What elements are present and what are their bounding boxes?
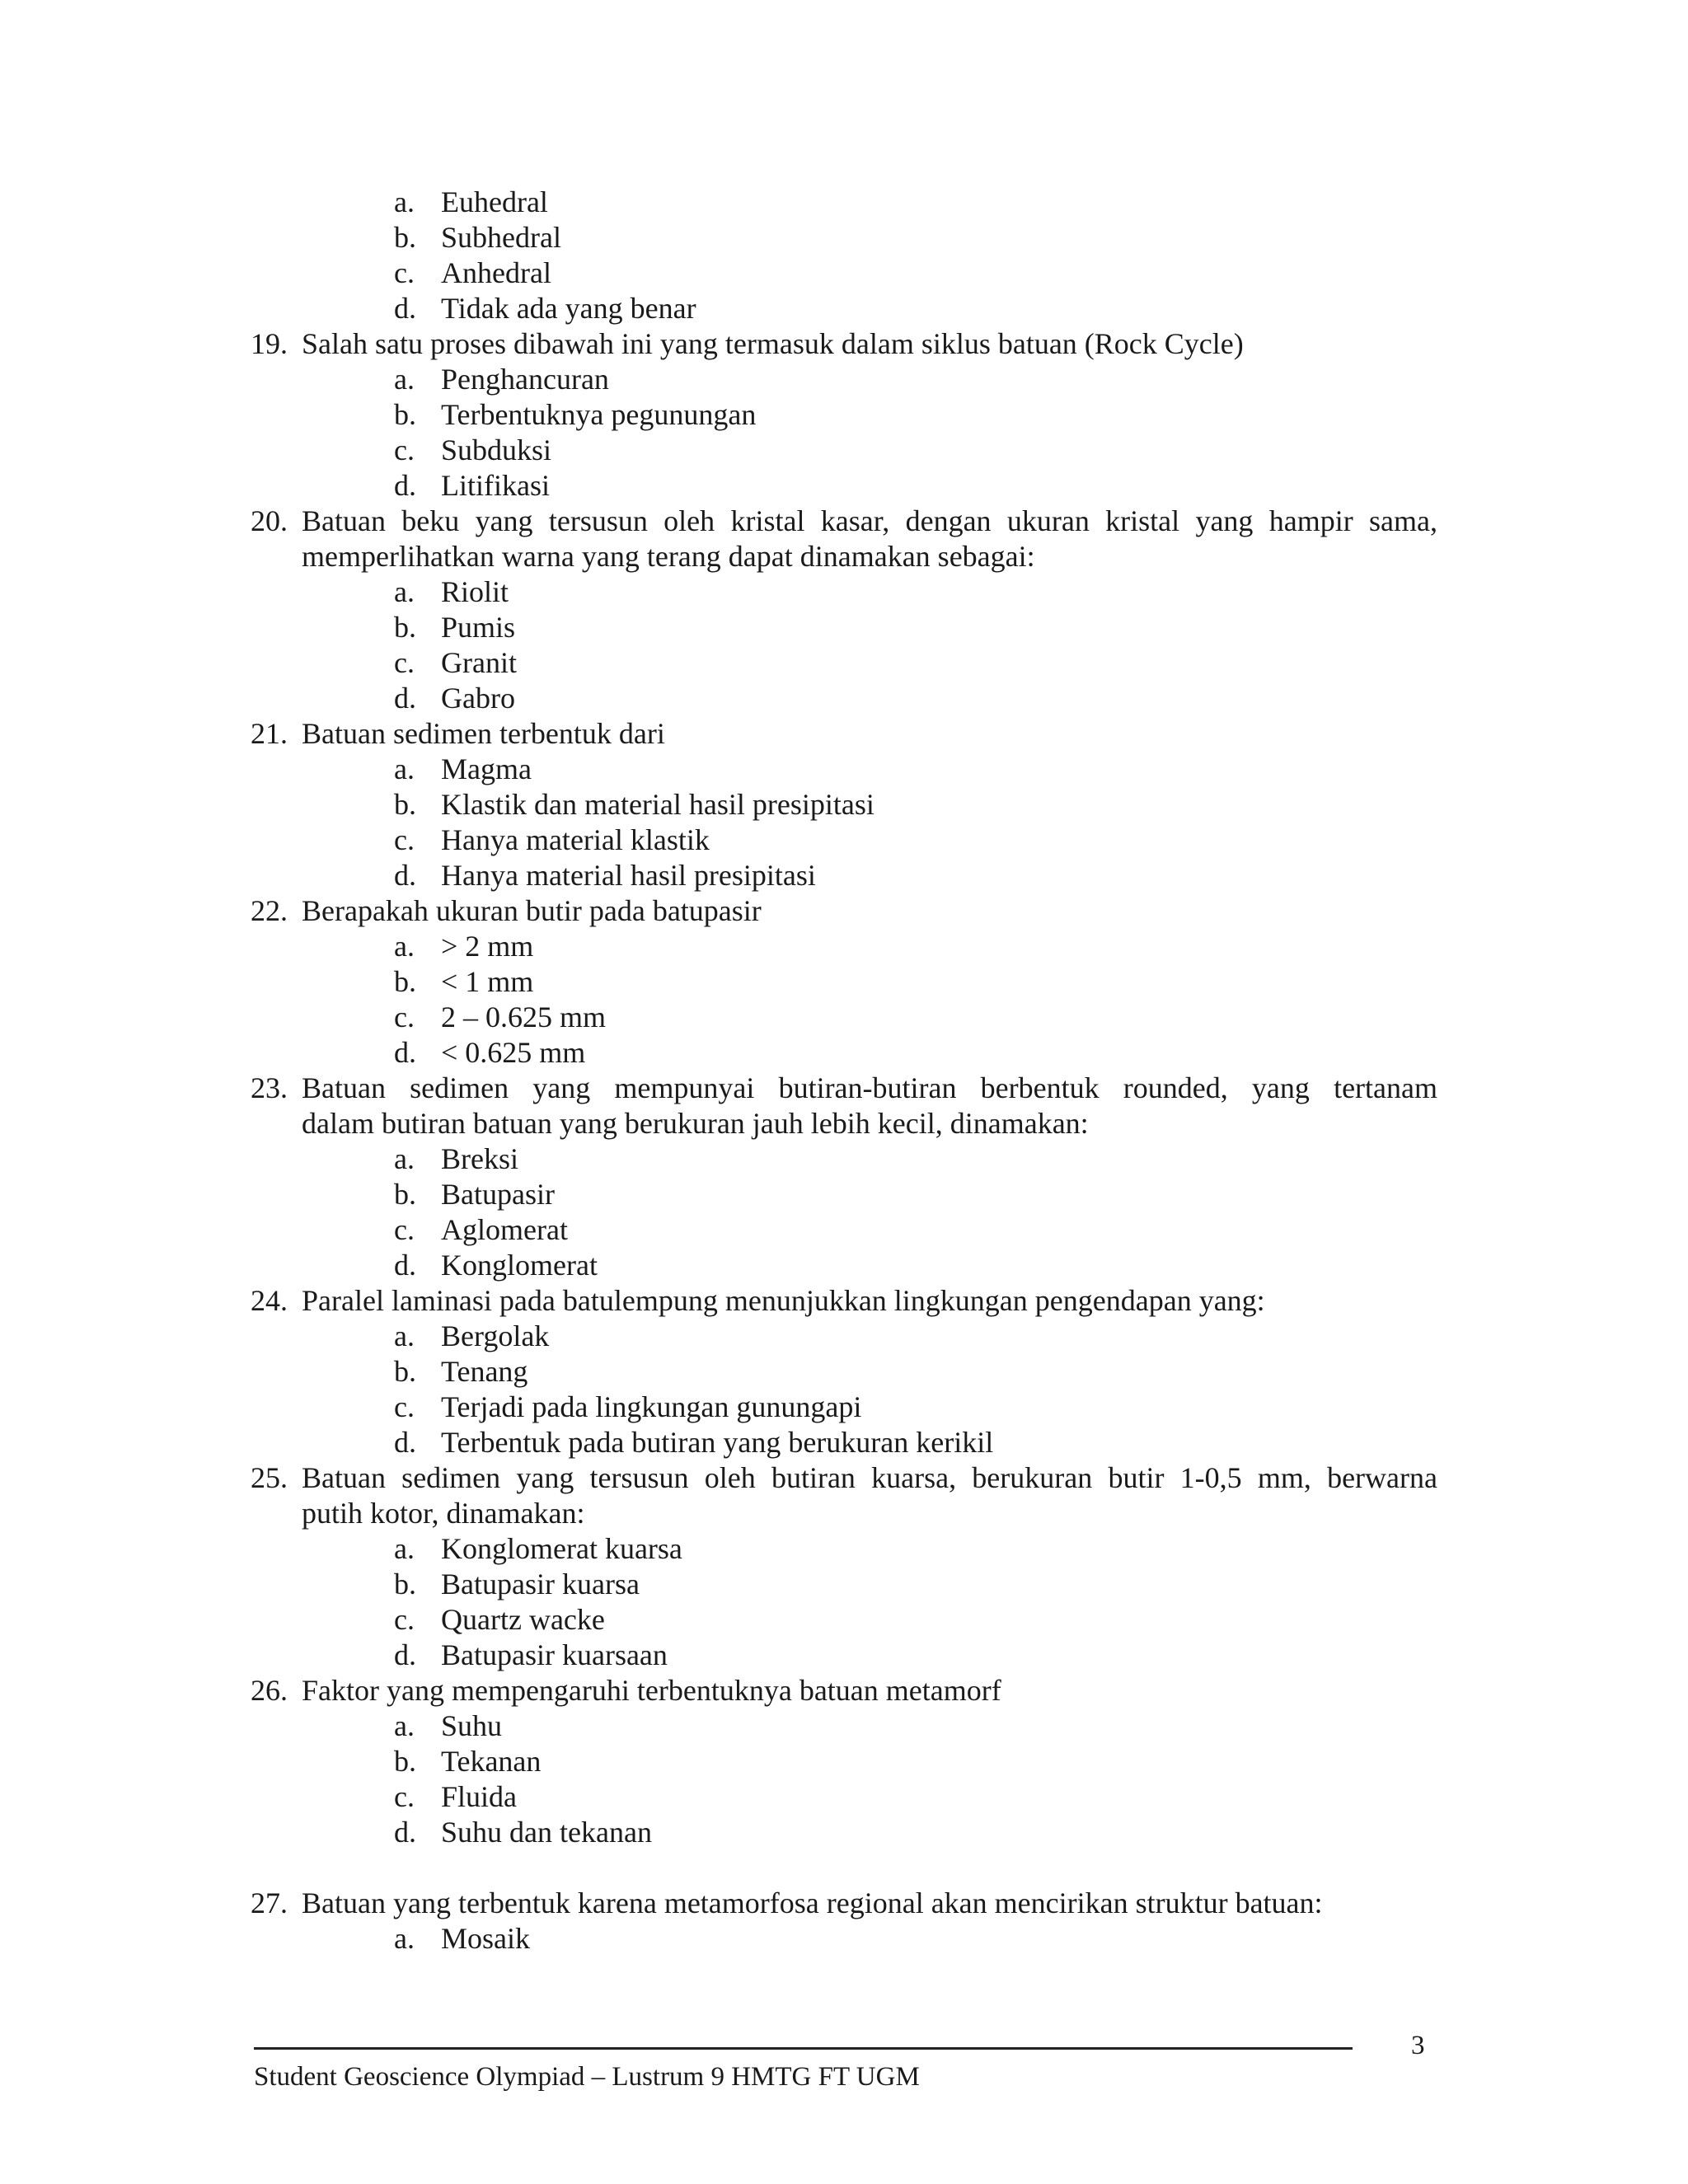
option-item bbox=[394, 397, 1465, 433]
option-item bbox=[394, 1531, 1465, 1567]
option-text: Tenang bbox=[441, 1355, 528, 1388]
option-text: Tekanan bbox=[441, 1745, 542, 1778]
option-item bbox=[394, 1354, 1465, 1390]
option-item bbox=[394, 1390, 1465, 1425]
option-label: a. bbox=[394, 1319, 415, 1352]
option-item bbox=[394, 220, 1465, 255]
option-item bbox=[394, 362, 1465, 397]
option-text: Pumis bbox=[441, 611, 516, 644]
option-text: Fluida bbox=[441, 1780, 518, 1813]
option-text: Batupasir kuarsa bbox=[441, 1568, 640, 1601]
question-26 bbox=[251, 1673, 1437, 1708]
option-label: d. bbox=[394, 292, 416, 325]
option-text: Quartz wacke bbox=[441, 1603, 605, 1636]
option-label: b. bbox=[394, 611, 416, 644]
option-text: Gabro bbox=[441, 682, 515, 715]
question-23 bbox=[251, 1071, 1437, 1106]
option-text: Granit bbox=[441, 646, 517, 679]
option-label: d. bbox=[394, 1638, 416, 1671]
option-label: c. bbox=[394, 1780, 415, 1813]
option-item bbox=[394, 1141, 1465, 1177]
option-text: Magma bbox=[441, 752, 532, 785]
option-text: Hanya material hasil presipitasi bbox=[441, 859, 816, 892]
option-text: Konglomerat bbox=[441, 1249, 598, 1282]
question-25 bbox=[251, 1460, 1437, 1496]
option-label: b. bbox=[394, 965, 416, 998]
option-item bbox=[394, 1248, 1465, 1283]
option-label: b. bbox=[394, 788, 416, 821]
option-text: Anhedral bbox=[441, 256, 551, 289]
option-label: b. bbox=[394, 221, 416, 254]
option-text: Batupasir kuarsaan bbox=[441, 1638, 668, 1671]
option-item bbox=[394, 1921, 1465, 1957]
option-label: a. bbox=[394, 1532, 415, 1565]
option-label: a. bbox=[394, 752, 415, 785]
option-label: b. bbox=[394, 1745, 416, 1778]
option-label: a. bbox=[394, 930, 415, 963]
option-label: d. bbox=[394, 859, 416, 892]
option-text: Subhedral bbox=[441, 221, 561, 254]
option-text: > 2 mm bbox=[441, 930, 534, 963]
option-label: c. bbox=[394, 1603, 415, 1636]
footer-text: Student Geoscience Olympiad – Lustrum 9 HMTG FT UGM bbox=[254, 2062, 920, 2092]
option-text: Terjadi pada lingkungan gunungapi bbox=[441, 1390, 862, 1423]
option-item bbox=[394, 645, 1465, 681]
question-text: Batuan yang terbentuk karena metamorfosa regional akan mencirikan struktur batuan: bbox=[302, 1886, 1323, 1919]
option-text: Penghancuran bbox=[441, 363, 609, 396]
question-number: 25. bbox=[251, 1461, 288, 1494]
option-item bbox=[394, 681, 1465, 716]
option-item bbox=[394, 1744, 1465, 1779]
question-text-continued: memperlihatkan warna yang terang dapat dinamakan sebagai: bbox=[302, 540, 1035, 573]
option-text: Hanya material klastik bbox=[441, 823, 710, 856]
option-label: c. bbox=[394, 1213, 415, 1246]
question-number: 21. bbox=[251, 717, 288, 750]
option-label: b. bbox=[394, 1355, 416, 1388]
question-number: 23. bbox=[251, 1071, 288, 1104]
option-label: a. bbox=[394, 1142, 415, 1175]
question-27 bbox=[251, 1886, 1437, 1921]
option-item bbox=[394, 929, 1465, 964]
option-label: d. bbox=[394, 469, 416, 502]
question-number: 26. bbox=[251, 1674, 288, 1707]
option-item bbox=[394, 1035, 1465, 1071]
option-text: Bergolak bbox=[441, 1319, 550, 1352]
question-number: 20. bbox=[251, 504, 288, 537]
option-text: Mosaik bbox=[441, 1922, 530, 1955]
question-number: 22. bbox=[251, 894, 288, 927]
option-text: Terbentuk pada butiran yang berukuran kerikil bbox=[441, 1426, 994, 1459]
option-item bbox=[394, 468, 1465, 504]
option-item bbox=[394, 1602, 1465, 1638]
option-item bbox=[394, 255, 1465, 291]
option-text: Breksi bbox=[441, 1142, 518, 1175]
option-item bbox=[394, 291, 1465, 326]
question-number: 19. bbox=[251, 327, 288, 360]
question-text-continued: putih kotor, dinamakan: bbox=[302, 1497, 585, 1530]
question-text: Batuan beku yang tersusun oleh kristal kasar, dengan ukuran kristal yang hampir sama, bbox=[302, 504, 1437, 537]
option-label: d. bbox=[394, 1249, 416, 1282]
option-item bbox=[394, 1319, 1465, 1354]
option-text: Suhu dan tekanan bbox=[441, 1816, 652, 1849]
question-24 bbox=[251, 1283, 1437, 1319]
question-number: 27. bbox=[251, 1886, 288, 1919]
option-text: Terbentuknya pegunungan bbox=[441, 398, 757, 431]
question-text: Batuan sedimen yang tersusun oleh butiran kuarsa, berukuran butir 1-0,5 mm, berwarna bbox=[302, 1461, 1437, 1494]
option-item bbox=[394, 1177, 1465, 1212]
option-text: Batupasir bbox=[441, 1178, 555, 1211]
question-text: Batuan sedimen terbentuk dari bbox=[302, 717, 665, 750]
question-text: Paralel laminasi pada batulempung menunjukkan lingkungan pengendapan yang: bbox=[302, 1284, 1265, 1317]
option-label: b. bbox=[394, 1178, 416, 1211]
option-item bbox=[394, 610, 1465, 645]
option-item bbox=[394, 1212, 1465, 1248]
option-label: d. bbox=[394, 1816, 416, 1849]
option-label: a. bbox=[394, 363, 415, 396]
option-item bbox=[394, 1425, 1465, 1460]
option-item bbox=[394, 787, 1465, 823]
option-item bbox=[394, 1638, 1465, 1673]
option-item bbox=[394, 433, 1465, 468]
option-label: a. bbox=[394, 185, 415, 218]
option-label: d. bbox=[394, 1426, 416, 1459]
option-label: a. bbox=[394, 1922, 415, 1955]
option-label: c. bbox=[394, 646, 415, 679]
option-text: Litifikasi bbox=[441, 469, 550, 502]
page-number: 3 bbox=[1411, 2031, 1425, 2060]
option-item bbox=[394, 1708, 1465, 1744]
option-text: Aglomerat bbox=[441, 1213, 568, 1246]
option-item bbox=[394, 185, 1465, 220]
option-label: c. bbox=[394, 1001, 415, 1033]
option-text: < 1 mm bbox=[441, 965, 534, 998]
question-22 bbox=[251, 893, 1437, 929]
question-number: 24. bbox=[251, 1284, 288, 1317]
option-label: c. bbox=[394, 1390, 415, 1423]
option-label: c. bbox=[394, 434, 415, 466]
option-label: d. bbox=[394, 682, 416, 715]
footer-divider bbox=[254, 2047, 1353, 2050]
option-item bbox=[394, 964, 1465, 1000]
option-item bbox=[394, 858, 1465, 893]
option-label: a. bbox=[394, 1709, 415, 1742]
question-text: Salah satu proses dibawah ini yang termasuk dalam siklus batuan (Rock Cycle) bbox=[302, 327, 1244, 360]
question-text: Berapakah ukuran butir pada batupasir bbox=[302, 894, 762, 927]
option-label: d. bbox=[394, 1036, 416, 1069]
option-item bbox=[394, 1000, 1465, 1035]
question-text: Faktor yang mempengaruhi terbentuknya batuan metamorf bbox=[302, 1674, 1001, 1707]
option-text: Konglomerat kuarsa bbox=[441, 1532, 682, 1565]
option-text: Euhedral bbox=[441, 185, 548, 218]
question-21 bbox=[251, 716, 1437, 752]
option-item bbox=[394, 574, 1465, 610]
question-20 bbox=[251, 504, 1437, 539]
option-text: Suhu bbox=[441, 1709, 503, 1742]
option-text: Tidak ada yang benar bbox=[441, 292, 696, 325]
option-label: c. bbox=[394, 823, 415, 856]
option-item bbox=[394, 823, 1465, 858]
option-item bbox=[394, 752, 1465, 787]
option-text: 2 – 0.625 mm bbox=[441, 1001, 607, 1033]
option-label: b. bbox=[394, 1568, 416, 1601]
question-19 bbox=[251, 326, 1437, 362]
question-text-continued: dalam butiran batuan yang berukuran jauh lebih kecil, dinamakan: bbox=[302, 1107, 1089, 1140]
question-text: Batuan sedimen yang mempunyai butiran-butiran berbentuk rounded, yang tertanam bbox=[302, 1071, 1437, 1104]
option-label: b. bbox=[394, 398, 416, 431]
option-item bbox=[394, 1567, 1465, 1602]
option-item bbox=[394, 1815, 1465, 1850]
option-item bbox=[394, 1779, 1465, 1815]
option-label: a. bbox=[394, 575, 415, 608]
option-label: c. bbox=[394, 256, 415, 289]
option-text: Riolit bbox=[441, 575, 509, 608]
option-text: Subduksi bbox=[441, 434, 552, 466]
option-text: Klastik dan material hasil presipitasi bbox=[441, 788, 874, 821]
option-text: < 0.625 mm bbox=[441, 1036, 586, 1069]
